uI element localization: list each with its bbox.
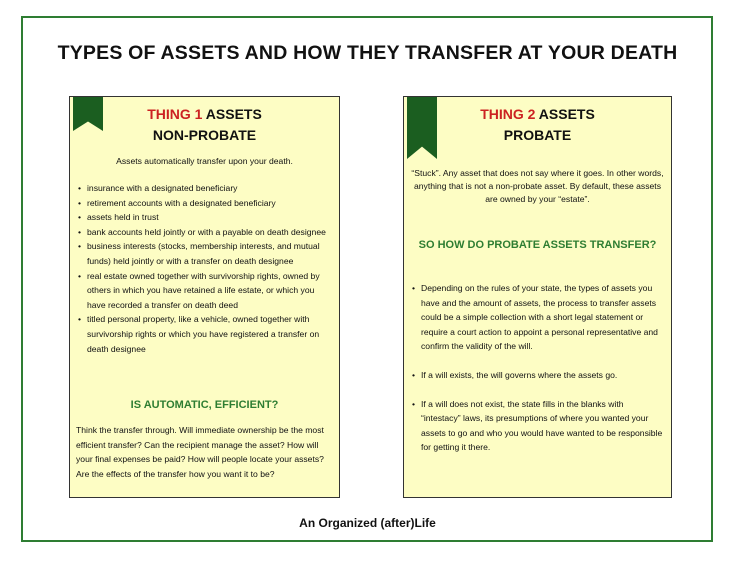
list-item: • assets held in trust <box>76 210 331 225</box>
assets-label: ASSETS <box>535 106 595 122</box>
list-item: • Depending on the rules of your state, the types of assets you have and the amount of assets, the process to transfer assets could be a simple collection with a short legal statement or require a court action to appoint a personal representative and confirm the validity of the will. <box>410 281 665 354</box>
list-item: • titled personal property, like a vehicle, owned together with survivorship rights or which you have registered a transfer on death designee <box>76 312 331 356</box>
probate-card <box>403 96 672 498</box>
closing-paragraph: Think the transfer through. Will immediate ownership be the most efficient transfer? Can the recipient manage the asset? How will your final expenses be paid? How will people locate your assets? Are the effects of the transfer how you want it to be? <box>76 425 324 479</box>
card-heading <box>404 106 671 122</box>
thing-label: THING 1 <box>147 106 203 122</box>
probate-list <box>410 281 665 455</box>
card-intro: “Stuck”. Any asset that does not say where it goes. In other words, anything that is not a non-probate asset. By default, these assets are owned by your “estate”. <box>411 168 664 204</box>
footer-brand: An Organized (after)Life <box>299 516 436 530</box>
list-item: • If a will exists, the will governs where the assets go. <box>410 368 665 383</box>
thing-label: THING 2 <box>480 106 536 122</box>
card-intro: Assets automatically transfer upon your death. <box>116 156 293 166</box>
asset-list <box>76 181 331 356</box>
assets-label: ASSETS <box>202 106 262 122</box>
card-subtitle: NON-PROBATE <box>152 127 257 143</box>
card-subtitle: PROBATE <box>503 127 572 143</box>
list-item: • real estate owned together with survivorship rights, owned by others in which you have retained a life estate, or which you have recorded a transfer on death deed <box>76 269 331 313</box>
non-probate-card <box>69 96 340 498</box>
list-item: • If a will does not exist, the state fills in the blanks with “intestacy” laws, its presumptions of where you wanted your assets to go and who you would have wanted to be responsible for getting it there. <box>410 397 665 455</box>
list-item: • insurance with a designated beneficiary <box>76 181 331 196</box>
list-item: • business interests (stocks, membership interests, and mutual funds) held jointly or with a transfer on death designee <box>76 239 331 268</box>
list-item: • bank accounts held jointly or with a payable on death designee <box>76 225 331 240</box>
section-question: IS AUTOMATIC, EFFICIENT? <box>130 399 279 411</box>
list-item: • retirement accounts with a designated beneficiary <box>76 196 331 211</box>
card-heading <box>70 106 339 122</box>
page-title: TYPES OF ASSETS AND HOW THEY TRANSFER AT YOUR DEATH <box>57 42 678 64</box>
section-question: SO HOW DO PROBATE ASSETS TRANSFER? <box>418 239 657 251</box>
